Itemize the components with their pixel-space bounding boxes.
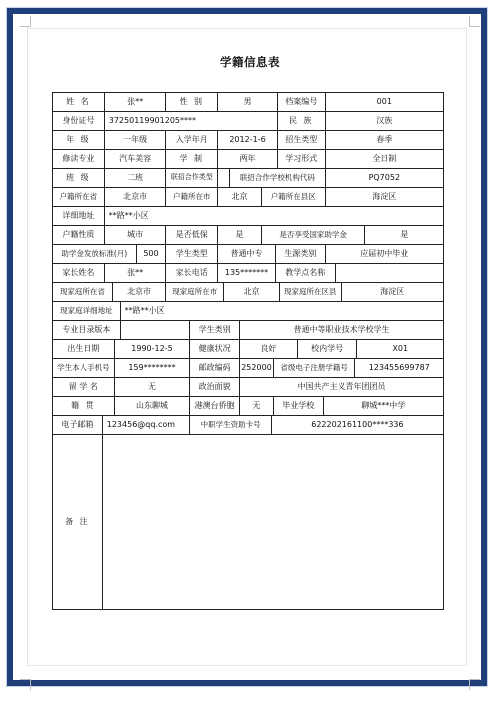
form-row — [53, 226, 443, 245]
form-row — [53, 112, 443, 131]
value-school-id[interactable]: X01 — [392, 343, 409, 353]
form-row — [53, 264, 443, 283]
value-guardian-phone[interactable]: 135******* — [218, 264, 276, 282]
value-student-type[interactable]: 普通中专 — [218, 245, 276, 263]
value-overseas[interactable]: 无 — [115, 378, 191, 396]
form-row — [53, 283, 443, 302]
label-cur-city: 现家庭所在市 — [166, 283, 224, 301]
value-enroll-date[interactable]: 2012-1-6 — [218, 131, 278, 149]
label-health: 健康状况 — [190, 340, 240, 358]
label-catalog-version: 专业目录版本 — [53, 321, 121, 339]
form-row — [53, 359, 443, 378]
value-grade[interactable]: 一年级 — [105, 131, 167, 149]
label-source-type: 生源类别 — [276, 245, 326, 263]
label-hukou-nature: 户籍性质 — [53, 226, 105, 244]
form-row — [53, 321, 443, 340]
crop-mark-bottom-right — [469, 679, 480, 690]
value-student-category[interactable]: 普通中等职业技术学校学生 — [293, 324, 390, 334]
form-row — [53, 416, 443, 435]
student-record-form — [52, 92, 444, 610]
label-cur-province: 现家庭所在省 — [53, 283, 113, 301]
label-hk-macau-tw: 港澳台侨胞 — [190, 397, 240, 415]
value-cur-city[interactable]: 北京 — [224, 283, 280, 301]
value-gender[interactable]: 男 — [218, 93, 278, 111]
label-school-id: 校内学号 — [298, 340, 358, 358]
label-cur-district: 现家庭所在区县 — [280, 283, 342, 301]
label-grade: 年 级 — [53, 131, 105, 149]
label-address: 详细地址 — [53, 207, 105, 225]
value-aid-received[interactable]: 是 — [400, 229, 409, 239]
form-row — [53, 340, 443, 359]
label-guardian-phone: 家长电话 — [166, 264, 218, 282]
label-political: 政治面貌 — [190, 378, 240, 396]
label-joint-type: 联招合作类型 — [166, 169, 218, 187]
label-remarks: 备 注 — [53, 435, 103, 609]
value-recruit-type[interactable]: 春季 — [376, 134, 393, 144]
form-row — [53, 131, 443, 150]
label-teaching-point: 教学点名称 — [276, 264, 336, 282]
label-class: 班 级 — [53, 169, 105, 187]
label-joint-code: 联招合作学校机构代码 — [230, 169, 326, 187]
form-row — [53, 302, 443, 321]
value-schooling[interactable]: 两年 — [218, 150, 278, 168]
label-schooling: 学 制 — [166, 150, 218, 168]
value-health[interactable]: 良好 — [240, 340, 298, 358]
value-teaching-point[interactable] — [336, 264, 443, 282]
label-aid-level: 助学金发放标准(月) — [53, 245, 137, 263]
value-joint-type[interactable] — [218, 169, 230, 187]
value-guardian-name[interactable]: 张** — [105, 264, 167, 282]
form-row — [53, 207, 443, 226]
value-low-income[interactable]: 是 — [218, 226, 262, 244]
form-row-remarks — [53, 435, 443, 609]
form-row — [53, 245, 443, 264]
value-major[interactable]: 汽车美容 — [105, 150, 167, 168]
value-joint-code[interactable]: PQ7052 — [368, 172, 401, 182]
label-study-mode: 学习形式 — [278, 150, 326, 168]
crop-mark-bottom-left — [20, 679, 31, 690]
value-cur-district[interactable]: 海淀区 — [380, 286, 405, 296]
form-row — [53, 93, 443, 112]
label-hukou-province: 户籍所在省 — [53, 188, 105, 206]
label-name: 姓 名 — [53, 93, 105, 111]
label-ethnicity: 民 族 — [278, 112, 326, 130]
value-hk-macau-tw[interactable]: 无 — [240, 397, 274, 415]
label-grad-school: 毕业学校 — [274, 397, 324, 415]
value-aid-level[interactable]: 500 — [137, 245, 167, 263]
label-hukou-district: 户籍所在县区 — [262, 188, 326, 206]
value-class[interactable]: 二班 — [105, 169, 167, 187]
value-reg-no[interactable]: 123455699787 — [368, 362, 430, 372]
value-postcode[interactable]: 252000 — [240, 359, 274, 377]
form-row — [53, 188, 443, 207]
label-recruit-type: 招生类型 — [278, 131, 326, 149]
value-mobile[interactable]: 159******** — [115, 359, 191, 377]
value-cur-address[interactable]: **路**小区 — [124, 305, 165, 315]
value-native[interactable]: 山东聊城 — [115, 397, 191, 415]
form-row — [53, 397, 443, 416]
label-native: 籍 贯 — [53, 397, 115, 415]
label-postcode: 邮政编码 — [190, 359, 240, 377]
label-aid-received: 是否享受国家助学金 — [262, 226, 365, 244]
value-aid-card[interactable]: 622202161100****336 — [311, 419, 404, 429]
value-file-no[interactable]: 001 — [376, 96, 392, 106]
form-row — [53, 169, 443, 188]
value-hukou-nature[interactable]: 城市 — [105, 226, 167, 244]
value-address[interactable]: **路**小区 — [108, 210, 149, 220]
value-grad-school[interactable]: 聊城***中学 — [361, 400, 406, 410]
value-study-mode[interactable]: 全日制 — [372, 153, 397, 163]
value-political[interactable]: 中国共产主义青年团团员 — [297, 381, 386, 391]
label-low-income: 是否低保 — [166, 226, 218, 244]
label-major: 修读专业 — [53, 150, 105, 168]
crop-mark-top-right — [469, 16, 480, 27]
label-student-type: 学生类型 — [166, 245, 218, 263]
value-hukou-district[interactable]: 海淀区 — [372, 191, 397, 201]
label-gender: 性 别 — [166, 93, 218, 111]
value-hukou-province[interactable]: 北京市 — [105, 188, 167, 206]
value-catalog-version[interactable] — [121, 321, 191, 339]
crop-mark-top-left — [20, 16, 31, 27]
label-hukou-city: 户籍所在市 — [166, 188, 218, 206]
value-name[interactable]: 张** — [105, 93, 167, 111]
label-birth: 出生日期 — [53, 340, 115, 358]
label-cur-address: 现家庭详细地址 — [53, 302, 121, 320]
value-id-no[interactable]: 37250119901205**** — [105, 112, 278, 130]
label-mobile: 学生本人手机号 — [53, 359, 115, 377]
value-source-type[interactable]: 应届初中毕业 — [360, 248, 409, 258]
value-remarks[interactable] — [103, 435, 443, 609]
value-ethnicity[interactable]: 汉族 — [376, 115, 393, 125]
value-cur-province[interactable]: 北京市 — [113, 283, 167, 301]
label-file-no: 档案编号 — [278, 93, 326, 111]
label-student-category: 学生类别 — [190, 321, 240, 339]
label-email: 电子邮箱 — [53, 416, 103, 434]
document-title: 学籍信息表 — [220, 55, 280, 69]
value-email[interactable]: 123456@qq.com — [103, 416, 191, 434]
label-enroll-date: 入学年月 — [166, 131, 218, 149]
label-overseas: 留 学 名 — [53, 378, 115, 396]
value-hukou-city[interactable]: 北京 — [218, 188, 262, 206]
form-row — [53, 150, 443, 169]
label-id-no: 身份证号 — [53, 112, 105, 130]
label-aid-card: 中职学生资助卡号 — [190, 416, 272, 434]
value-birth[interactable]: 1990-12-5 — [115, 340, 191, 358]
label-guardian-name: 家长姓名 — [53, 264, 105, 282]
form-row — [53, 378, 443, 397]
label-reg-no: 省级电子注册学籍号 — [274, 359, 356, 377]
